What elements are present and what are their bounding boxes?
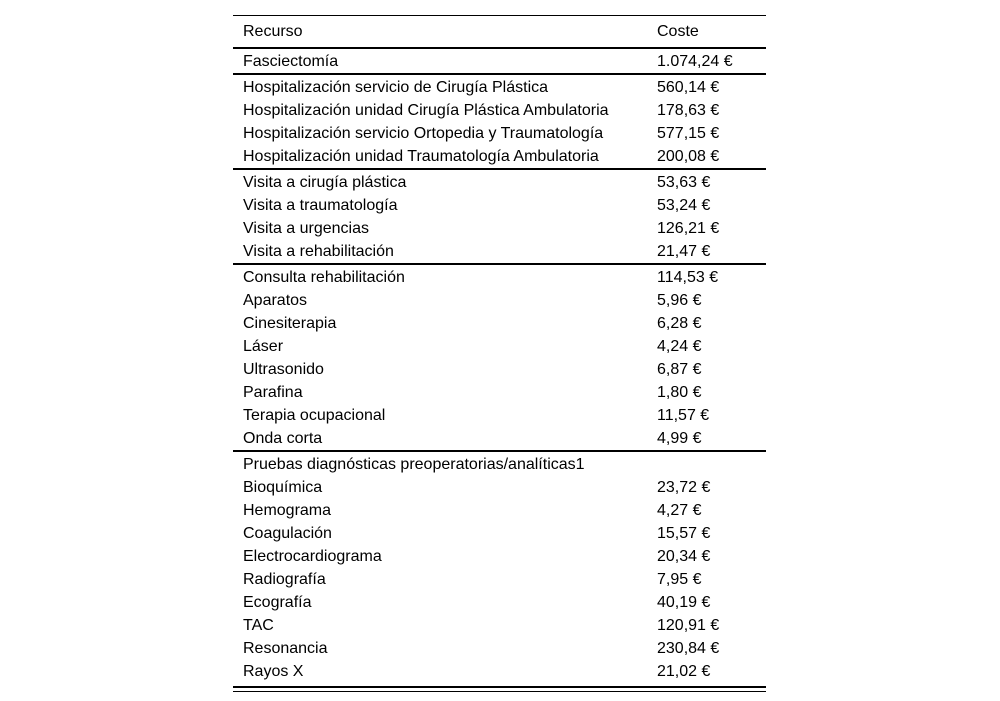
table-row bbox=[233, 99, 766, 122]
resource-cell: Visita a rehabilitación bbox=[243, 243, 394, 260]
resource-cell: Radiografía bbox=[243, 571, 326, 588]
resource-cell: Consulta rehabilitación bbox=[243, 269, 405, 286]
cost-cell: 53,63 € bbox=[657, 174, 711, 191]
resource-cell: Pruebas diagnósticas preoperatorias/analíticas1 bbox=[243, 456, 585, 473]
cost-cell: 23,72 € bbox=[657, 479, 711, 496]
table-row bbox=[233, 660, 766, 683]
cost-cell bbox=[657, 453, 766, 476]
cost-cell: 126,21 € bbox=[657, 220, 720, 237]
cost-cell: 7,95 € bbox=[657, 571, 702, 588]
cost-cell: 560,14 € bbox=[657, 79, 720, 96]
header-resource: Recurso bbox=[243, 23, 303, 40]
table-row bbox=[233, 312, 766, 335]
cost-cell: 6,28 € bbox=[657, 315, 702, 332]
row-group bbox=[233, 452, 766, 685]
table-row bbox=[233, 358, 766, 381]
cost-cell: 20,34 € bbox=[657, 548, 711, 565]
cost-cell: 120,91 € bbox=[657, 617, 720, 634]
resource-cell: Onda corta bbox=[243, 430, 323, 447]
resource-cell: Visita a traumatología bbox=[243, 197, 398, 214]
table-row bbox=[233, 476, 766, 499]
cost-cell: 4,24 € bbox=[657, 338, 702, 355]
resource-cell: Visita a cirugía plástica bbox=[243, 174, 407, 191]
cost-cell: 178,63 € bbox=[657, 102, 720, 119]
resource-cell: TAC bbox=[243, 617, 274, 634]
table-row bbox=[233, 76, 766, 99]
table-row bbox=[233, 240, 766, 263]
resource-cell: Fasciectomía bbox=[243, 53, 339, 70]
table-row bbox=[233, 427, 766, 450]
resource-cell: Electrocardiograma bbox=[243, 548, 382, 565]
cost-cell: 15,57 € bbox=[657, 525, 711, 542]
resource-cell: Hospitalización unidad Traumatología Ambulatoria bbox=[243, 148, 599, 165]
row-group bbox=[233, 170, 766, 265]
table-body bbox=[233, 49, 766, 685]
table-header bbox=[233, 16, 766, 49]
table-row bbox=[233, 171, 766, 194]
resource-cell: Hospitalización unidad Cirugía Plástica Ambulatoria bbox=[243, 102, 609, 119]
resource-cell: Terapia ocupacional bbox=[243, 407, 386, 424]
cost-cell: 230,84 € bbox=[657, 640, 720, 657]
cost-cell: 6,87 € bbox=[657, 361, 702, 378]
cost-cell: 21,47 € bbox=[657, 243, 711, 260]
table-row bbox=[233, 614, 766, 637]
resource-cell: Hospitalización servicio Ortopedia y Traumatología bbox=[243, 125, 604, 142]
table-row bbox=[233, 122, 766, 145]
resource-cell: Hemograma bbox=[243, 502, 332, 519]
row-group bbox=[233, 49, 766, 75]
cost-cell: 21,02 € bbox=[657, 663, 711, 680]
table-row bbox=[233, 381, 766, 404]
resource-cell: Cinesiterapia bbox=[243, 315, 337, 332]
resource-cell: Aparatos bbox=[243, 292, 308, 309]
table-row bbox=[233, 289, 766, 312]
cost-cell: 4,99 € bbox=[657, 430, 702, 447]
cost-cell: 200,08 € bbox=[657, 148, 720, 165]
table-row bbox=[233, 522, 766, 545]
resource-cell: Hospitalización servicio de Cirugía Plástica bbox=[243, 79, 549, 96]
table-row bbox=[233, 545, 766, 568]
cost-cell: 114,53 € bbox=[657, 269, 719, 286]
table-row bbox=[233, 453, 766, 476]
table-row bbox=[233, 266, 766, 289]
resource-cell: Ultrasonido bbox=[243, 361, 324, 378]
table-row bbox=[233, 335, 766, 358]
table-bottom-rule bbox=[233, 686, 766, 688]
table-row bbox=[233, 637, 766, 660]
resource-cell: Coagulación bbox=[243, 525, 332, 542]
cost-cell: 1.074,24 € bbox=[657, 53, 733, 70]
resource-cell: Parafina bbox=[243, 384, 303, 401]
table-bottom-rule-double bbox=[233, 691, 766, 692]
cost-cell: 577,15 € bbox=[657, 125, 720, 142]
table-row bbox=[233, 591, 766, 614]
header-cost: Coste bbox=[657, 23, 699, 40]
row-group bbox=[233, 75, 766, 170]
resource-cell: Rayos X bbox=[243, 663, 304, 680]
cost-cell: 11,57 € bbox=[657, 407, 710, 424]
cost-cell: 1,80 € bbox=[657, 384, 702, 401]
table-row bbox=[233, 217, 766, 240]
table-row bbox=[233, 568, 766, 591]
cost-cell: 5,96 € bbox=[657, 292, 702, 309]
resource-cell: Resonancia bbox=[243, 640, 328, 657]
table-row bbox=[233, 404, 766, 427]
resource-cell: Visita a urgencias bbox=[243, 220, 369, 237]
table-row bbox=[233, 50, 766, 73]
table-row bbox=[233, 499, 766, 522]
cost-cell: 53,24 € bbox=[657, 197, 711, 214]
resource-cell: Láser bbox=[243, 338, 284, 355]
resource-cell: Ecografía bbox=[243, 594, 312, 611]
cost-cell: 40,19 € bbox=[657, 594, 711, 611]
cost-cell: 4,27 € bbox=[657, 502, 702, 519]
row-group bbox=[233, 265, 766, 452]
resource-cell: Bioquímica bbox=[243, 479, 323, 496]
table-row bbox=[233, 194, 766, 217]
cost-table bbox=[233, 15, 766, 692]
table-row bbox=[233, 145, 766, 168]
